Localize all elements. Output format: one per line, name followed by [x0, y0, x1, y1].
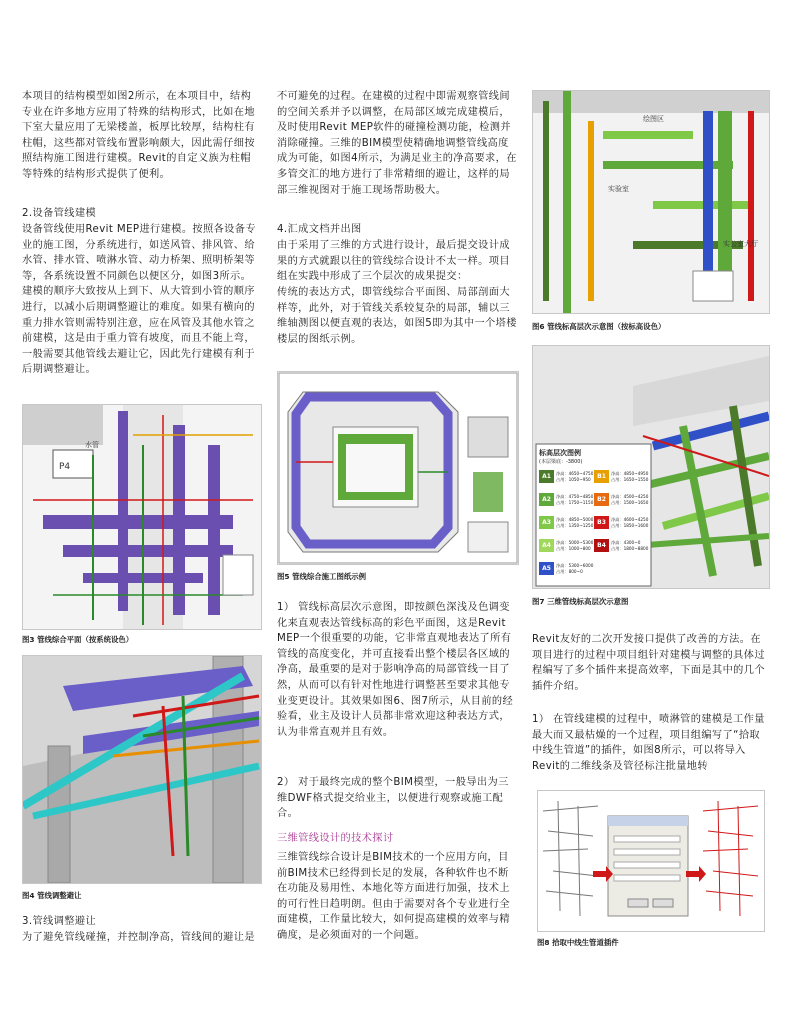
- legend-use: 占用：1000~800: [556, 546, 591, 551]
- legend-range: 净高：4500~4250: [611, 494, 649, 499]
- legend-entry-b4: [594, 537, 648, 559]
- figure-7-elevation-3d: [532, 345, 770, 589]
- legend-swatch: B4: [594, 539, 609, 552]
- legend-swatch: A4: [539, 539, 554, 552]
- col2-paragraph-1: 不可避免的过程。在建模的过程中即需观察管线间的空间关系并予以调整，在局部区域完成建模后，及时使用Revit MEP软件的碰撞检测功能，检测并消除碰撞。三维的BIM模型使精确地调整管线高度成为可能，如图4所示，为满足业主的净高要求，在多管交汇的地方进行了非常精细的避让，这样的局部三维视图对于施工现场帮助极大。: [277, 91, 517, 196]
- col2-paragraph-3: 传统的表达方式，即管线综合平面图、局部剖面大样等，此外，对于管线关系较复杂的局部，辅以三维轴测图以便直观的表达，如图5即为其中一个塔楼楼层的图纸示例。: [277, 287, 517, 345]
- legend-use: 占用：1350~1250: [556, 523, 594, 528]
- section-heading-2: 2.设备管线建模: [22, 208, 97, 219]
- legend-swatch: B2: [594, 493, 609, 506]
- figure-3-pipe-plan: [22, 404, 262, 630]
- section-heading-3: 3.管线调整避让: [22, 916, 97, 927]
- col3-paragraph-2: 1） 在管线建模的过程中，喷淋管的建模是工作量最大而又最枯燥的一个过程，项目组编写了“拾取中线生管道”的插件，如图8所示，可以将导入Revit的二维线条及管径标注批量地转: [532, 714, 765, 772]
- fig6-label-lab: 实验室: [608, 185, 629, 193]
- legend-use: 占用：1050~950: [556, 477, 591, 482]
- legend-range: 净高：5000~5300: [556, 540, 594, 545]
- legend-use: 占用：1800~8800: [611, 546, 649, 551]
- legend-range: 净高：4300~0: [611, 540, 641, 545]
- legend-use: 占用：1750~1150: [556, 500, 594, 505]
- section-heading-tech: 三维管线设计的技术探讨: [277, 833, 394, 844]
- col3-paragraph-1: Revit友好的二次开发接口提供了改善的方法。在项目进行的过程中项目组针对建模与调整的具体过程编写了多个插件来提高效率，下面是其中的几个插件介绍。: [532, 634, 765, 692]
- col2-paragraph-5: 2） 对于最终完成的整个BIM模型，一般导出为三维DWF格式提交给业主，以便进行观察或施工配合。: [277, 777, 509, 820]
- figure-4-pipe-adjustment-3d: [22, 655, 262, 884]
- col1-paragraph-3: 为了避免管线碰撞，并控制净高，管线间的避让是: [22, 932, 255, 943]
- figure-5-caption: 图5 管线综合施工图纸示例: [277, 572, 367, 581]
- figure-7-caption: 图7 三维管线标高层次示意图: [532, 597, 629, 606]
- legend-range: 净高：5300~6000: [556, 563, 594, 568]
- figure-8-plugin: [537, 790, 765, 932]
- figure-4-caption: 图4 管线调整避让: [22, 891, 82, 900]
- legend-range: 净高：4850~4950: [611, 471, 649, 476]
- legend-swatch: A1: [539, 470, 554, 483]
- col1-paragraph-2: 设备管线使用Revit MEP进行建模。按照各设备专业的施工图，分系统进行，如送风管、排风管、给水管、排水管、喷淋水管、动力桥架、照明桥架等等，各系统设置不同颜色以便区分，如图3所示。建模的顺序大致按从上到下、从大管到小管的顺序进行，以减小后期调整避让的难度。如果有横向的重力排水管则需特别注意，应在风管及其他水管之前建模，这是由于重力管有坡度，而且不能上弯，一般需要其他管线去避让它，因此先行建模有利于后期调整避让。: [22, 224, 256, 376]
- legend-entry-b3: [594, 514, 648, 536]
- legend-range: 净高：4600~4250: [611, 517, 649, 522]
- legend-swatch: B3: [594, 516, 609, 529]
- legend-entry-b1: [594, 468, 648, 490]
- legend-use: 占用：800~0: [556, 569, 583, 574]
- fig7-legend-subtitle: (本层梁底：-3800): [539, 459, 583, 465]
- legend-swatch: A3: [539, 516, 554, 529]
- fig7-legend-grid: [539, 468, 649, 586]
- legend-entry-a2: [539, 491, 593, 513]
- legend-swatch: A2: [539, 493, 554, 506]
- col2-paragraph-4: 1） 管线标高层次示意图，即按颜色深浅及色调变化来直观表达管线标高的彩色平面图，这是Revit MEP一个很重要的功能，它非常直观地表达了所有管线的高度变化，并可直接看出整个楼层各区域的净高，最重要的是对于影响净高的局部管线一目了然，从而可以有针对性地进行调整甚至要求其他专业变更设计。其效果如图6、图7所示，从目前的经验看，业主及设计人员都非常欢迎这种表达方式，认为非常直观并且有效。: [277, 602, 514, 738]
- fig6-label-drawing-area: 绘图区: [643, 115, 664, 123]
- figure-8-caption: 图8 拾取中线生管道插件: [537, 938, 619, 947]
- figure-5-drawing-sample: [277, 371, 519, 565]
- figure-6-caption: 图6 管线标高层次示意图（按标高设色）: [532, 322, 666, 331]
- legend-entry-a5: [539, 560, 593, 582]
- legend-entry-b2: [594, 491, 648, 513]
- legend-range: 净高：4650~4750: [556, 471, 594, 476]
- section-heading-4: 4.汇成文档并出图: [277, 224, 362, 235]
- fig7-legend: [539, 448, 649, 586]
- legend-swatch: A5: [539, 562, 554, 575]
- fig3-label-p4: P4: [59, 462, 71, 472]
- figure-6-elevation-plan: [532, 90, 770, 314]
- legend-use: 占用：1500~1650: [611, 500, 649, 505]
- fig3-label-water: 水管: [85, 441, 99, 449]
- legend-entry-a3: [539, 514, 593, 536]
- fig7-legend-title: 标高层次图例: [539, 449, 581, 457]
- legend-entry-a1: [539, 468, 593, 490]
- legend-use: 占用：1850~1600: [611, 523, 649, 528]
- col1-paragraph-1: 本项目的结构模型如图2所示，在本项目中，结构专业在许多地方应用了特殊的结构形式，比如在地下室大量应用了无梁楼盖，板厚比较厚，结构柱有柱帽，这些都对管线布置影响颇大，因此需仔细按照结构施工图进行建模。Revit的自定义族为柱帽等特殊的结构形式提供了便利。: [22, 91, 255, 180]
- legend-entry-a4: [539, 537, 593, 559]
- legend-range: 净高：4750~4850: [556, 494, 594, 499]
- fig6-label-hall: 实公室大厅: [723, 240, 758, 248]
- legend-swatch: B1: [594, 470, 609, 483]
- legend-range: 净高：4850~5000: [556, 517, 594, 522]
- legend-use: 占用：1650~1550: [611, 477, 649, 482]
- col2-paragraph-6: 三维管线综合设计是BIM技术的一个应用方向，目前BIM技术已经得到长足的发展，各种软件也不断在功能及易用性、本地化等方面进行加强，技术上的可行性日趋明朗。但由于需要对各个专业进行全面建模，工作量比较大，如何提高建模的效率与精确度，是必须面对的一个问题。: [277, 852, 510, 941]
- figure-3-caption: 图3 管线综合平面（按系统设色）: [22, 635, 134, 644]
- col2-paragraph-2: 由于采用了三维的方式进行设计，最后提交设计成果的方式就跟以往的管线综合设计不太一样。项目组在实践中形成了三个层次的成果提交：: [277, 240, 510, 283]
